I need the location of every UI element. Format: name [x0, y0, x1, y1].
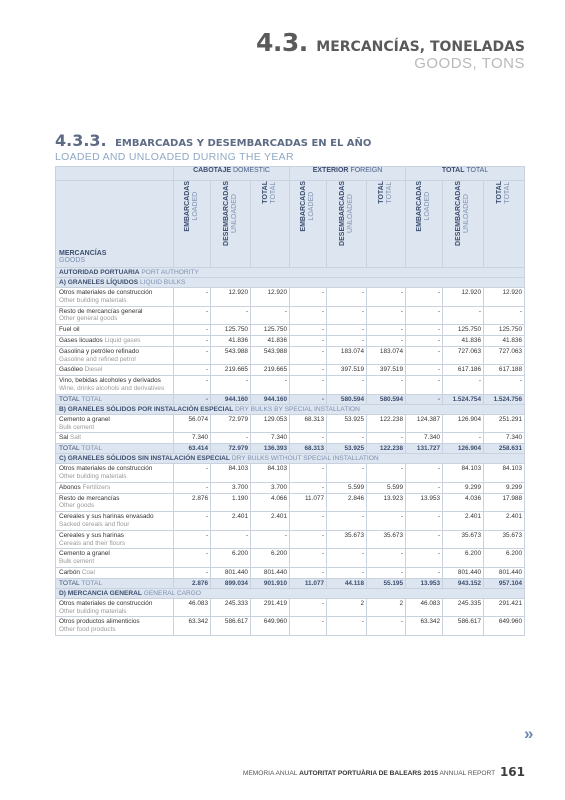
value-cell: 84.103 [251, 464, 290, 483]
goods-label: Gasolina y petróleo refinado Gasoline and refined petrol [56, 346, 174, 365]
column-header: EMBARCADAS LOADED [406, 181, 443, 268]
double-chevron-right-icon[interactable]: » [524, 724, 531, 743]
value-cell: - [327, 376, 367, 395]
value-cell: 727.063 [443, 346, 484, 365]
value-cell: - [406, 365, 443, 376]
value-cell: 397.519 [367, 365, 406, 376]
goods-label: Resto de mercancías general Other general goods [56, 306, 174, 325]
value-cell: 126.904 [443, 444, 484, 454]
value-cell: 5.599 [327, 482, 367, 493]
value-cell: 55.195 [367, 578, 406, 588]
value-cell: - [367, 567, 406, 578]
value-cell: 35.673 [484, 530, 525, 549]
value-cell: - [290, 482, 327, 493]
table-row [56, 414, 525, 433]
value-cell: 957.104 [484, 578, 525, 588]
goods-column-header: MERCANCÍAS GOODS [56, 181, 174, 268]
value-cell: - [290, 306, 327, 325]
value-cell: - [211, 376, 251, 395]
goods-label: TOTAL TOTAL [56, 578, 174, 588]
value-cell: 2.876 [174, 493, 211, 512]
value-cell: - [174, 512, 211, 531]
authority-row: AUTORIDAD PORTUARIA PORT AUTHORITY [56, 268, 525, 278]
footer-title: AUTORITAT PORTUÀRIA DE BALEARS 2015 [299, 770, 439, 777]
value-cell: - [327, 512, 367, 531]
goods-label: TOTAL TOTAL [56, 444, 174, 454]
value-cell: 801.440 [251, 567, 290, 578]
value-cell: - [174, 365, 211, 376]
table-row [56, 493, 525, 512]
value-cell: 617.186 [443, 365, 484, 376]
value-cell: 63.342 [406, 617, 443, 636]
value-cell: - [443, 376, 484, 395]
value-cell: 943.152 [443, 578, 484, 588]
goods-label: Vino, bebidas alcoholes y derivados Wine, drinks alcohols and derivatives [56, 376, 174, 395]
goods-label: Gasóleo Diesel [56, 365, 174, 376]
value-cell: 12.920 [251, 288, 290, 307]
value-cell: 35.673 [327, 530, 367, 549]
value-cell: 44.118 [327, 578, 367, 588]
value-cell: - [211, 433, 251, 444]
column-header: DESEMBARCADAS UNLOADED [443, 181, 484, 268]
value-cell: 2.401 [251, 512, 290, 531]
value-cell: - [290, 346, 327, 365]
value-cell: 801.440 [484, 567, 525, 578]
value-cell: 183.074 [367, 346, 406, 365]
value-cell: - [406, 530, 443, 549]
table-row [56, 325, 525, 336]
page-header [256, 28, 525, 72]
value-cell: - [367, 306, 406, 325]
value-cell: - [251, 376, 290, 395]
value-cell: - [406, 394, 443, 404]
value-cell: - [211, 306, 251, 325]
value-cell: - [327, 549, 367, 568]
column-header: DESEMBARCADAS UNLOADED [327, 181, 367, 268]
goods-label: Fuel oil [56, 325, 174, 336]
value-cell: 136.393 [251, 444, 290, 454]
value-cell: 4.036 [443, 493, 484, 512]
value-cell: 2.401 [211, 512, 251, 531]
value-cell: 7.340 [406, 433, 443, 444]
value-cell: - [174, 325, 211, 336]
group-header-row [56, 167, 525, 181]
chapter-title: MERCANCÍAS, TONELADAS [316, 39, 525, 55]
section-subtitle: LOADED AND UNLOADED DURING THE YEAR [55, 151, 294, 163]
value-cell: 126.904 [443, 414, 484, 433]
value-cell: - [251, 530, 290, 549]
value-cell: - [174, 306, 211, 325]
value-cell: - [290, 376, 327, 395]
value-cell: 801.440 [443, 567, 484, 578]
value-cell: 63.342 [174, 617, 211, 636]
section-row: D) MERCANCIA GENERAL GENERAL CARGO [56, 588, 525, 598]
value-cell: 41.836 [484, 335, 525, 346]
value-cell: 1.524.754 [443, 394, 484, 404]
value-cell: 7.340 [484, 433, 525, 444]
goods-label: Abonos Fertilizers [56, 482, 174, 493]
value-cell: 219.665 [211, 365, 251, 376]
value-cell: 2.846 [327, 493, 367, 512]
goods-label: TOTAL TOTAL [56, 394, 174, 404]
value-cell: 944.160 [211, 394, 251, 404]
footer-suffix: ANNUAL REPORT [439, 770, 496, 777]
section-row: B) GRANELES SÓLIDOS POR INSTALACIÓN ESPECIAL DRY BULKS BY SPECIAL INSTALLATION [56, 404, 525, 414]
value-cell: - [290, 598, 327, 617]
goods-table [55, 166, 525, 636]
page-number: 161 [499, 765, 525, 779]
section-row: C) GRANELES SÓLIDOS SIN INSTALACIÓN ESPECIAL DRY BULKS WITHOUT SPECIAL INSTALLATION [56, 454, 525, 464]
value-cell: 183.074 [327, 346, 367, 365]
column-header: TOTAL TOTAL [484, 181, 525, 268]
goods-label: Otros materiales de construcción Other building materials [56, 598, 174, 617]
total-row [56, 578, 525, 588]
value-cell: 543.988 [211, 346, 251, 365]
value-cell: - [174, 288, 211, 307]
group-header: EXTERIOR FOREIGN [290, 167, 406, 181]
value-cell: 251.291 [484, 414, 525, 433]
column-header: TOTAL TOTAL [251, 181, 290, 268]
value-cell: - [406, 288, 443, 307]
value-cell: 63.414 [174, 444, 211, 454]
value-cell: - [367, 512, 406, 531]
value-cell: 84.103 [484, 464, 525, 483]
value-cell: - [406, 346, 443, 365]
value-cell: 580.594 [327, 394, 367, 404]
value-cell: 801.440 [211, 567, 251, 578]
value-cell: 245.335 [443, 598, 484, 617]
value-cell: 35.673 [367, 530, 406, 549]
page-footer [243, 765, 525, 779]
value-cell: - [406, 376, 443, 395]
goods-label: Carbón Coal [56, 567, 174, 578]
value-cell: 649.960 [484, 617, 525, 636]
value-cell: 125.750 [251, 325, 290, 336]
value-cell: - [211, 530, 251, 549]
value-cell: 125.750 [443, 325, 484, 336]
value-cell: 12.920 [211, 288, 251, 307]
value-cell: 1.524.756 [484, 394, 525, 404]
value-cell: 129.053 [251, 414, 290, 433]
goods-label: Otros materiales de construcción Other building materials [56, 288, 174, 307]
table-row [56, 365, 525, 376]
value-cell: - [406, 306, 443, 325]
value-cell: 2 [327, 598, 367, 617]
value-cell: - [290, 512, 327, 531]
value-cell: - [484, 376, 525, 395]
value-cell: 6.200 [443, 549, 484, 568]
value-cell: - [327, 617, 367, 636]
goods-header-spacer [56, 167, 174, 181]
value-cell: - [327, 325, 367, 336]
table-row [56, 433, 525, 444]
value-cell: 41.836 [251, 335, 290, 346]
value-cell: - [327, 306, 367, 325]
value-cell: 12.920 [443, 288, 484, 307]
value-cell: 11.077 [290, 493, 327, 512]
value-cell: - [367, 325, 406, 336]
table-row [56, 288, 525, 307]
goods-label: Otros productos alimenticios Other food products [56, 617, 174, 636]
chapter-subtitle: GOODS, TONS [414, 55, 525, 72]
value-cell: 219.665 [251, 365, 290, 376]
value-cell: 291.421 [484, 598, 525, 617]
value-cell: - [406, 567, 443, 578]
value-cell: 13.953 [406, 578, 443, 588]
table-row [56, 482, 525, 493]
section-number: 4.3.3. [55, 131, 107, 150]
footer-prefix: MEMORIA ANUAL [242, 770, 298, 777]
value-cell: 12.920 [484, 288, 525, 307]
value-cell: - [290, 530, 327, 549]
value-cell: - [406, 482, 443, 493]
section-heading [55, 131, 371, 163]
value-cell: 586.617 [443, 617, 484, 636]
value-cell: 7.340 [174, 433, 211, 444]
goods-label: Sal Salt [56, 433, 174, 444]
table-row [56, 464, 525, 483]
table-row [56, 376, 525, 395]
column-header-row [56, 181, 525, 268]
value-cell: 125.750 [211, 325, 251, 336]
value-cell: 13.923 [367, 493, 406, 512]
value-cell: 17.988 [484, 493, 525, 512]
value-cell: - [367, 549, 406, 568]
table-row [56, 335, 525, 346]
value-cell: - [406, 549, 443, 568]
value-cell: 84.103 [211, 464, 251, 483]
value-cell: 397.519 [327, 365, 367, 376]
value-cell: 7.340 [251, 433, 290, 444]
value-cell: 899.034 [211, 578, 251, 588]
value-cell: - [290, 335, 327, 346]
value-cell: 41.836 [443, 335, 484, 346]
value-cell: 68.313 [290, 444, 327, 454]
chapter-number: 4.3. [256, 28, 308, 57]
value-cell: 2.401 [443, 512, 484, 531]
value-cell: 6.200 [211, 549, 251, 568]
value-cell: - [406, 512, 443, 531]
value-cell: 46.083 [174, 598, 211, 617]
value-cell: - [174, 482, 211, 493]
value-cell: - [484, 306, 525, 325]
value-cell: - [290, 464, 327, 483]
value-cell: - [290, 433, 327, 444]
value-cell: 13.953 [406, 493, 443, 512]
value-cell: - [290, 567, 327, 578]
goods-label: Cemento a granel Bulk cement [56, 414, 174, 433]
goods-label: Cereales y sus harinas Cereals and their flours [56, 530, 174, 549]
value-cell: 580.594 [367, 394, 406, 404]
value-cell: - [290, 394, 327, 404]
value-cell: 131.727 [406, 444, 443, 454]
value-cell: 2.876 [174, 578, 211, 588]
table-row [56, 306, 525, 325]
group-header: CABOTAJE DOMESTIC [174, 167, 290, 181]
value-cell: 1.190 [211, 493, 251, 512]
table-row [56, 598, 525, 617]
value-cell: - [327, 567, 367, 578]
value-cell: - [174, 464, 211, 483]
value-cell: 543.988 [251, 346, 290, 365]
group-header: TOTAL TOTAL [406, 167, 525, 181]
value-cell: 53.925 [327, 414, 367, 433]
value-cell: 122.238 [367, 444, 406, 454]
value-cell: 2.401 [484, 512, 525, 531]
value-cell: - [406, 335, 443, 346]
value-cell: 11.077 [290, 578, 327, 588]
value-cell: 46.083 [406, 598, 443, 617]
value-cell: 9.299 [484, 482, 525, 493]
value-cell: 4.066 [251, 493, 290, 512]
total-row [56, 394, 525, 404]
goods-label: Cereales y sus harinas envasado Sacked cereals and flour [56, 512, 174, 531]
value-cell: 41.836 [211, 335, 251, 346]
value-cell: 3.700 [211, 482, 251, 493]
value-cell: 122.238 [367, 414, 406, 433]
value-cell: 586.617 [211, 617, 251, 636]
value-cell: - [174, 346, 211, 365]
value-cell: - [290, 288, 327, 307]
value-cell: - [174, 530, 211, 549]
value-cell: 258.631 [484, 444, 525, 454]
value-cell: 9.299 [443, 482, 484, 493]
goods-label: Cemento a granel Bulk cement [56, 549, 174, 568]
value-cell: 53.925 [327, 444, 367, 454]
value-cell: - [367, 288, 406, 307]
section-title: EMBARCADAS Y DESEMBARCADAS EN EL AÑO [115, 138, 372, 149]
column-header: TOTAL TOTAL [367, 181, 406, 268]
value-cell: 727.063 [484, 346, 525, 365]
value-cell: - [327, 464, 367, 483]
goods-label: Resto de mercancías Other goods [56, 493, 174, 512]
value-cell: 5.599 [367, 482, 406, 493]
value-cell: - [174, 549, 211, 568]
table-row [56, 346, 525, 365]
value-cell: - [290, 549, 327, 568]
column-header: EMBARCADAS LOADED [290, 181, 327, 268]
value-cell: - [290, 325, 327, 336]
value-cell: 617.188 [484, 365, 525, 376]
value-cell: 944.160 [251, 394, 290, 404]
value-cell: - [367, 617, 406, 636]
value-cell: 56.074 [174, 414, 211, 433]
table-row [56, 512, 525, 531]
value-cell: - [290, 617, 327, 636]
value-cell: 649.960 [251, 617, 290, 636]
column-header: DESEMBARCADAS UNLOADED [211, 181, 251, 268]
value-cell: 901.910 [251, 578, 290, 588]
value-cell: 245.333 [211, 598, 251, 617]
value-cell: 124.387 [406, 414, 443, 433]
value-cell: 125.750 [484, 325, 525, 336]
value-cell: 72.979 [211, 414, 251, 433]
value-cell: 6.200 [484, 549, 525, 568]
value-cell: 6.200 [251, 549, 290, 568]
value-cell: 84.103 [443, 464, 484, 483]
value-cell: - [251, 306, 290, 325]
value-cell: - [443, 306, 484, 325]
section-row: A) GRANELES LÍQUIDOS LIQUID BULKS [56, 278, 525, 288]
value-cell: - [367, 335, 406, 346]
value-cell: - [406, 325, 443, 336]
value-cell: - [174, 335, 211, 346]
value-cell: - [327, 288, 367, 307]
value-cell: - [290, 365, 327, 376]
value-cell: 35.673 [443, 530, 484, 549]
goods-label: Otros materiales de construcción Other building materials [56, 464, 174, 483]
column-header: EMBARCADAS LOADED [174, 181, 211, 268]
value-cell: - [327, 433, 367, 444]
value-cell: 291.419 [251, 598, 290, 617]
value-cell: 68.313 [290, 414, 327, 433]
value-cell: - [443, 433, 484, 444]
total-row [56, 444, 525, 454]
value-cell: - [174, 376, 211, 395]
value-cell: 3.700 [251, 482, 290, 493]
value-cell: 72.979 [211, 444, 251, 454]
value-cell: - [327, 335, 367, 346]
table-row [56, 617, 525, 636]
goods-label: Gases licuados Liquid gases [56, 335, 174, 346]
value-cell: - [174, 394, 211, 404]
table-row [56, 549, 525, 568]
value-cell: - [406, 464, 443, 483]
value-cell: - [367, 376, 406, 395]
value-cell: - [367, 433, 406, 444]
value-cell: - [367, 464, 406, 483]
value-cell: - [174, 567, 211, 578]
table-row [56, 530, 525, 549]
table-row [56, 567, 525, 578]
value-cell: 2 [367, 598, 406, 617]
